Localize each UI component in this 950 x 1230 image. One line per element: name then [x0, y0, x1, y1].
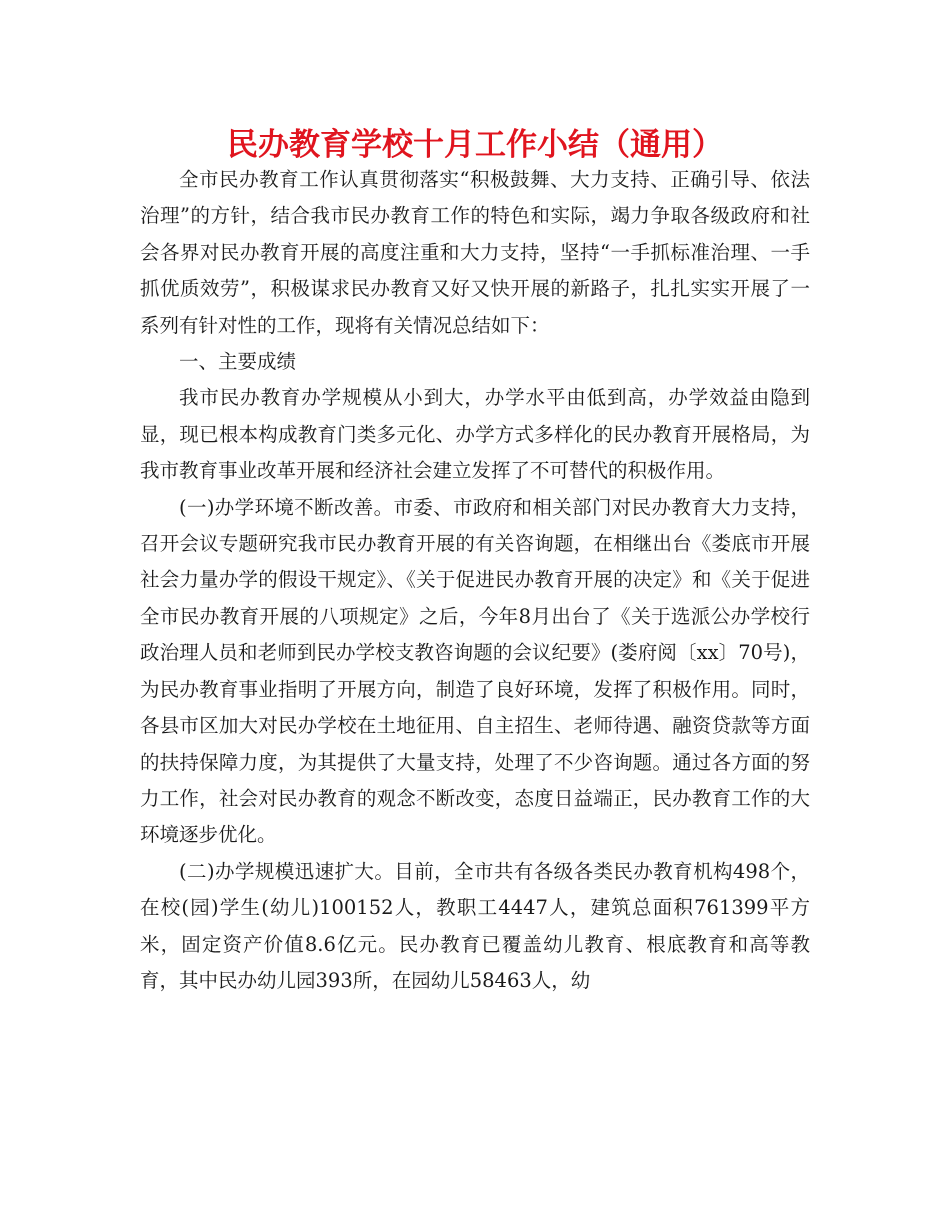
paragraph-scale: (二)办学规模迅速扩大。目前，全市共有各级各类民办教育机构498个，在校(园)学生(幼儿)100152人，教职工4447人，建筑总面积761399平方米，固定资产价值8.6亿元。民办教育已覆盖幼儿教育、根底教育和高等教育，其中民办幼儿园393所，在园幼儿58463人，幼	[140, 859, 810, 992]
document-title: 民办教育学校十月工作小结（通用）	[227, 127, 723, 163]
paragraph-intro: 全市民办教育工作认真贯彻落实“积极鼓舞、大力支持、正确引导、依法治理”的方针，结合我市民办教育工作的特色和实际，竭力争取各级政府和社会各界对民办教育开展的高度注重和大力支持，坚持“一手抓标准治理、一手抓优质效劳”，积极谋求民办教育又好又快开展的新路子，扎扎实实开展了一系列有针对性的工作，现将有关情况总结如下：	[140, 168, 810, 337]
paragraph-overview: 我市民办教育办学规模从小到大，办学水平由低到高，办学效益由隐到显，现已根本构成教育门类多元化、办学方式多样化的民办教育开展格局，为我市教育事业改革开展和经济社会建立发挥了不可替代的积极作用。	[140, 386, 810, 483]
paragraph-environment: (一)办学环境不断改善。市委、市政府和相关部门对民办教育大力支持，召开会议专题研究我市民办教育开展的有关咨询题，在相继出台《娄底市开展社会力量办学的假设干规定》、《关于促进民办教育开展的决定》和《关于促进全市民办教育开展的八项规定》之后，今年8月出台了《关于选派公办学校行政治理人员和老师到民办学校支教咨询题的会议纪要》(娄府阅〔xx〕70号)，为民办教育事业指明了开展方向，制造了良好环境，发挥了积极作用。同时，各县市区加大对民办学校在土地征用、自主招生、老师待遇、融资贷款等方面的扶持保障力度，为其提供了大量支持，处理了不少咨询题。通过各方面的努力工作，社会对民办教育的观念不断改变，态度日益端正，民办教育工作的大环境逐步优化。	[140, 495, 810, 847]
document-body	[140, 162, 810, 999]
section-heading-main-achievements: 一、主要成绩	[179, 350, 297, 374]
